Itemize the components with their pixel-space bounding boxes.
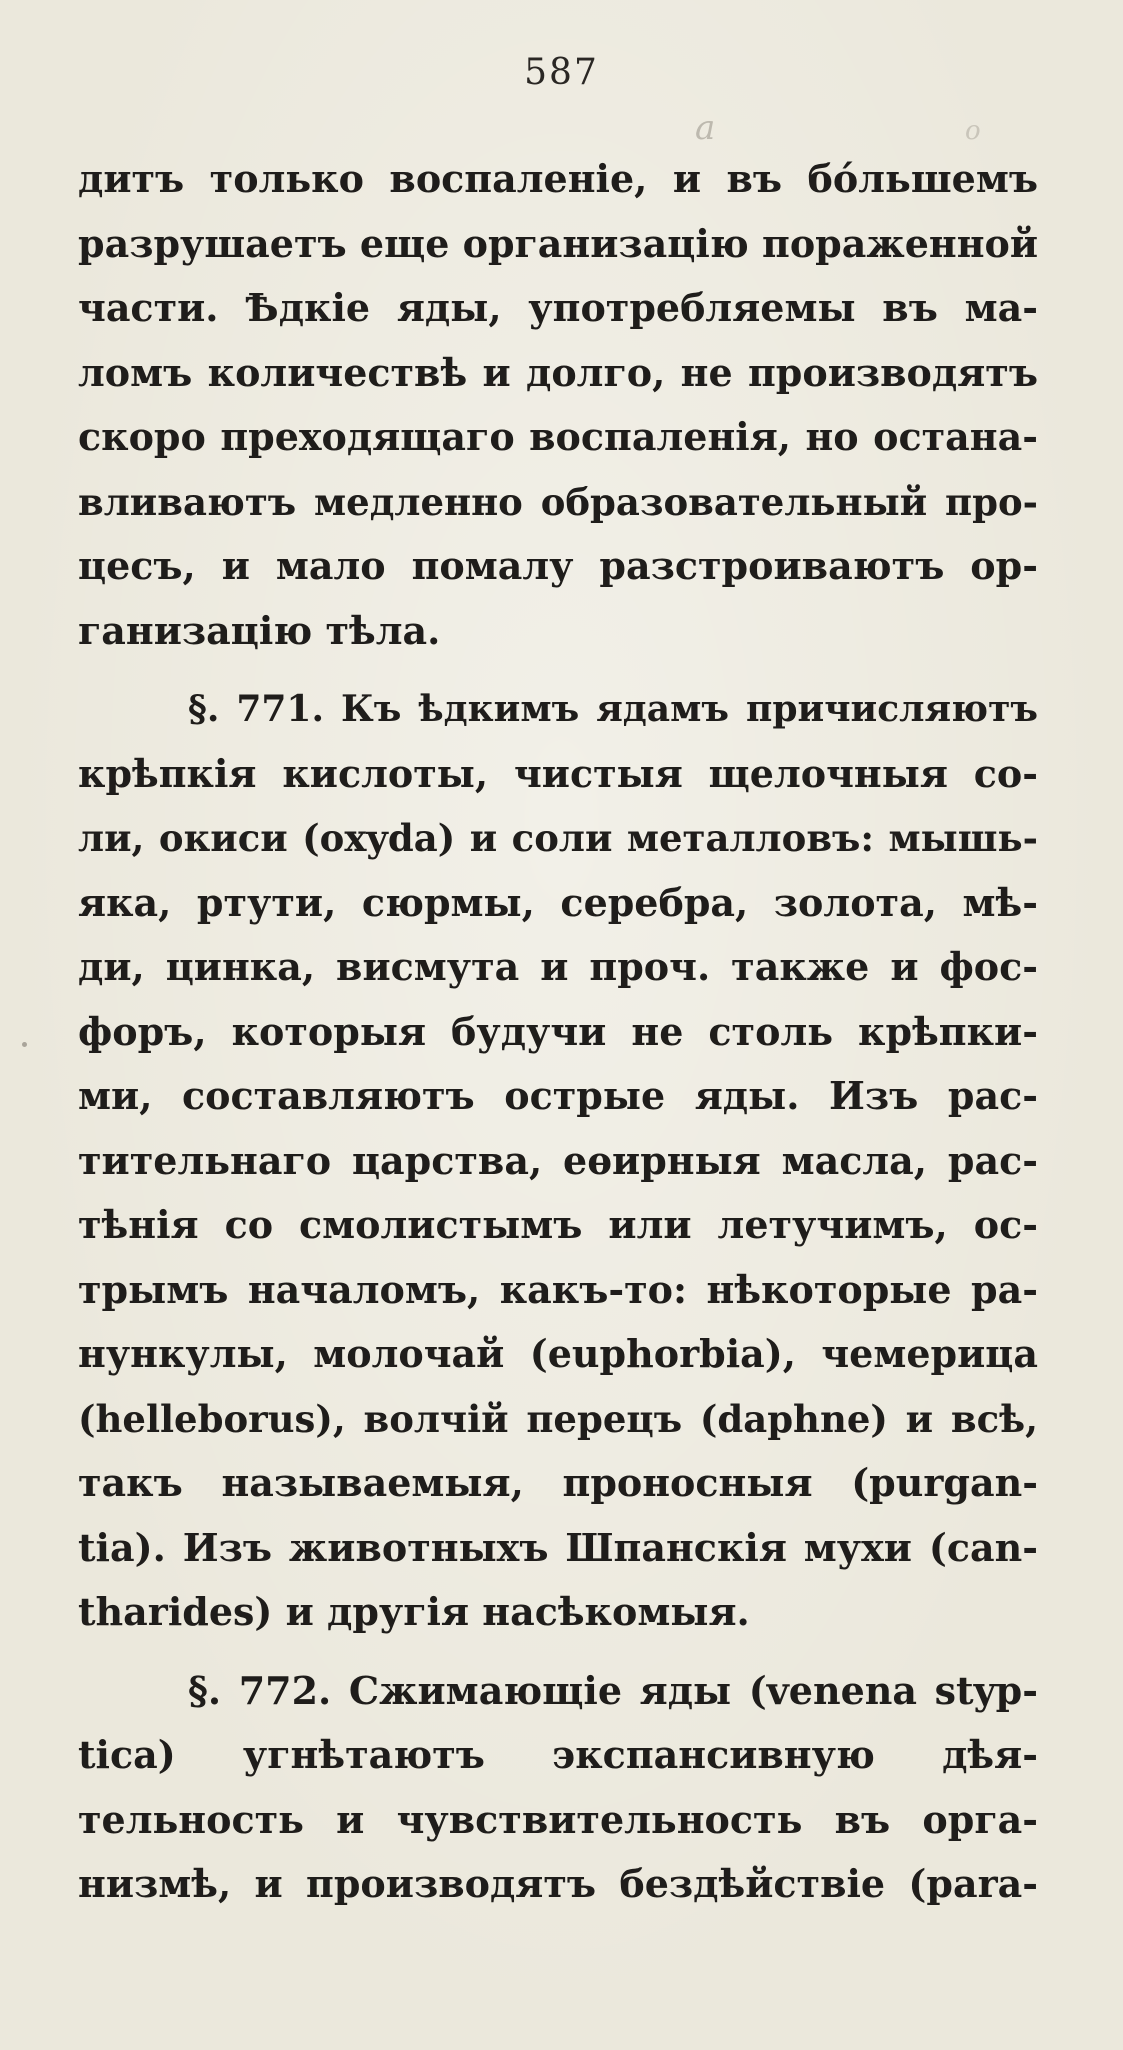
text-line: цесъ, и мало помалу разстроиваютъ ор- xyxy=(78,543,1038,588)
handwritten-margin-mark: o xyxy=(965,116,981,146)
handwritten-margin-mark: a xyxy=(695,108,716,148)
text-line: яка, ртути, сюрмы, серебра, золота, мѣ- xyxy=(78,879,1038,925)
text-line: разрушаетъ еще организацію пораженной xyxy=(78,220,1039,266)
body-text xyxy=(78,147,1038,1917)
text-line: вливаютъ медленно образовательный про- xyxy=(78,479,1038,524)
text-line: тительнаго царства, еѳирныя масла, рас- xyxy=(78,1137,1038,1183)
text-line: крѣпкія кислоты, чистыя щелочныя со- xyxy=(78,750,1038,796)
text-line: ди, цинка, висмута и проч. также и фос- xyxy=(78,944,1038,989)
text-line: ганизацію тѣла. xyxy=(78,607,441,653)
text-line: ли, окиси (oxyda) и соли металловъ: мышь- xyxy=(78,816,1038,860)
text-line: tia). Изъ животныхъ Шпанскія мухи (can- xyxy=(78,1524,1038,1570)
text-line: дитъ только воспаленіе, и въ бо́льшемъ xyxy=(78,156,1038,201)
ink-speck xyxy=(22,1042,27,1047)
text-line: тѣнія со смолистымъ или летучимъ, ос- xyxy=(78,1202,1038,1247)
text-line: трымъ началомъ, какъ-то: нѣкоторые ра- xyxy=(78,1266,1038,1312)
text-line: тельность и чувствительность въ орга- xyxy=(78,1796,1038,1842)
text-line: нункулы, молочай (euphorbia), чемерица xyxy=(78,1331,1038,1376)
page-number: 587 xyxy=(524,52,599,93)
paragraph-gap xyxy=(78,1645,1038,1659)
paragraph-heading-line: §. 772. Сжимающіе яды (venena styp- xyxy=(188,1667,1038,1713)
text-line: tica) угнѣтаютъ экспансивную дѣя- xyxy=(78,1732,1038,1777)
text-line: ми, составляютъ острые яды. Изъ рас- xyxy=(78,1073,1038,1118)
text-line: части. Ѣдкіе яды, употребляемы въ ма- xyxy=(78,285,1038,330)
text-line: (helleborus), волчій перецъ (daphne) и всѣ, xyxy=(78,1396,1038,1441)
text-line: скоро преходящаго воспаленія, но остана- xyxy=(78,414,1038,459)
paragraph-gap xyxy=(78,663,1038,677)
text-line: форъ, которыя будучи не столь крѣпки- xyxy=(78,1008,1038,1054)
paragraph-heading-line: §. 771. Къ ѣдкимъ ядамъ причисляютъ xyxy=(188,688,1038,730)
text-line: низмѣ, и производятъ бездѣйствіе (para- xyxy=(78,1861,1038,1906)
text-line: ломъ количествѣ и долго, не производятъ xyxy=(78,349,1038,395)
text-line: такъ называемыя, проносныя (purgan- xyxy=(78,1460,1038,1505)
text-line: tharides) и другія насѣкомыя. xyxy=(78,1589,750,1634)
